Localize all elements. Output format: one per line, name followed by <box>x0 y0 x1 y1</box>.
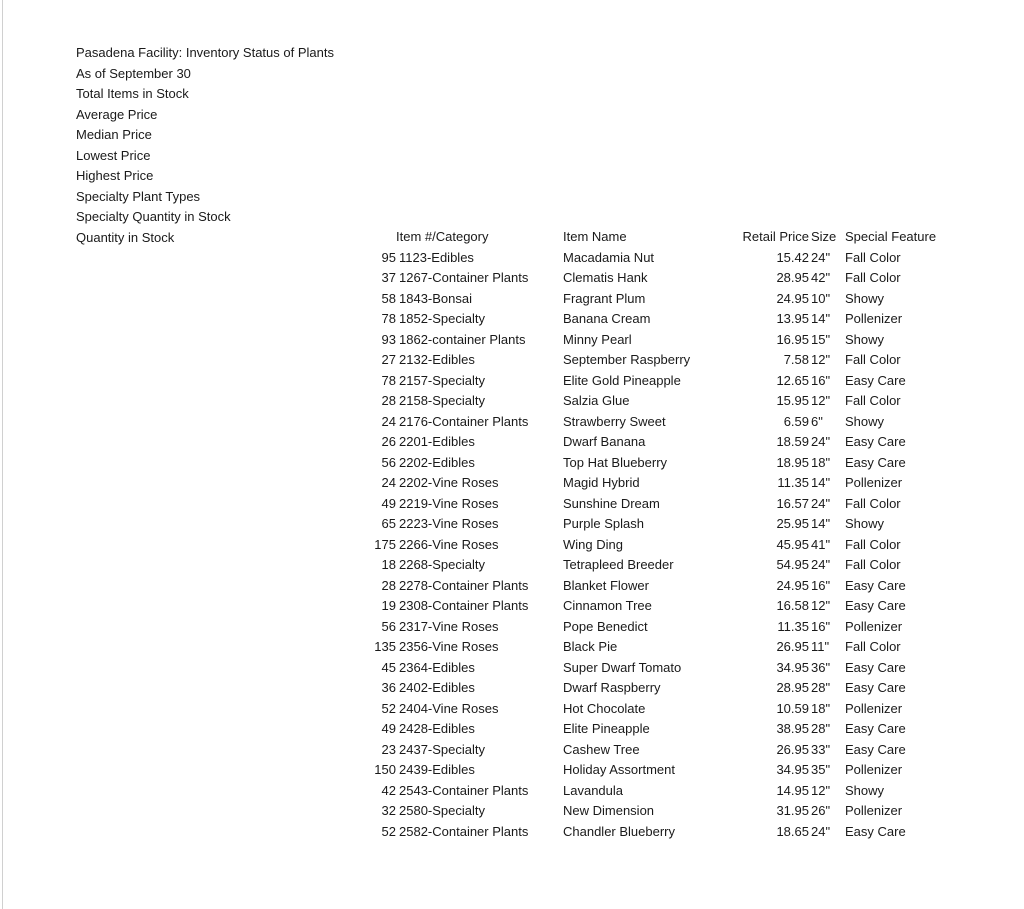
table-row <box>366 514 955 535</box>
cell-item-category: 2158-Specialty <box>399 393 485 408</box>
cell-quantity: 24 <box>381 475 396 490</box>
summary-label-average-price: Average Price <box>76 106 158 122</box>
cell-special-feature: Easy Care <box>845 721 906 736</box>
table-row <box>366 801 955 822</box>
cell-quantity: 135 <box>374 639 396 654</box>
cell-size: 12" <box>811 782 831 798</box>
cell-retail-price: 26.95 <box>776 639 809 654</box>
cell-retail-price: 16.58 <box>776 598 809 613</box>
cell-size: 24" <box>811 434 831 449</box>
cell-retail-price: 15.42 <box>776 249 809 265</box>
cell-item-name: Elite Gold Pineapple <box>563 372 681 388</box>
table-row <box>366 473 955 494</box>
cell-item-name: Fragrant Plum <box>563 290 646 306</box>
cell-quantity: 52 <box>381 823 396 839</box>
cell-quantity: 56 <box>381 618 396 634</box>
cell-special-feature: Fall Color <box>845 393 901 408</box>
header-retail-price: Retail Price <box>742 229 809 244</box>
cell-item-name: Chandler Blueberry <box>563 823 676 839</box>
cell-item-category: 2223-Vine Roses <box>399 516 499 531</box>
cell-item-category: 2543-Container Plants <box>399 782 529 798</box>
cell-size: 24" <box>811 557 831 572</box>
cell-retail-price: 45.95 <box>776 536 809 552</box>
cell-special-feature: Fall Color <box>845 557 901 572</box>
table-header-row <box>366 227 955 248</box>
cell-quantity: 78 <box>381 372 396 388</box>
cell-size: 35" <box>811 762 831 777</box>
cell-size: 12" <box>811 598 831 613</box>
summary-label-lowest-price: Lowest Price <box>76 147 151 163</box>
cell-retail-price: 26.95 <box>776 741 809 757</box>
cell-item-category: 2356-Vine Roses <box>399 639 499 654</box>
cell-quantity: 93 <box>381 331 396 347</box>
cell-item-category: 2219-Vine Roses <box>399 495 499 511</box>
table-row <box>366 248 955 269</box>
cell-retail-price: 28.95 <box>776 270 809 285</box>
cell-quantity: 49 <box>381 495 396 511</box>
cell-retail-price: 34.95 <box>776 762 809 777</box>
cell-special-feature: Pollenizer <box>845 311 903 326</box>
cell-special-feature: Easy Care <box>845 598 906 613</box>
cell-retail-price: 11.35 <box>777 618 809 634</box>
cell-special-feature: Fall Color <box>845 249 901 265</box>
cell-size: 16" <box>811 577 831 593</box>
cell-item-name: Holiday Assortment <box>563 762 675 777</box>
cell-size: 14" <box>811 475 831 490</box>
cell-quantity: 78 <box>381 311 396 326</box>
cell-item-category: 2582-Container Plants <box>399 823 529 839</box>
cell-quantity: 36 <box>381 680 396 695</box>
cell-quantity: 52 <box>381 700 396 716</box>
cell-item-category: 2157-Specialty <box>399 372 485 388</box>
cell-special-feature: Easy Care <box>845 680 906 695</box>
cell-item-name: Cashew Tree <box>563 741 640 757</box>
cell-size: 14" <box>811 516 831 531</box>
cell-special-feature: Easy Care <box>845 823 906 839</box>
cell-special-feature: Easy Care <box>845 434 906 449</box>
cell-retail-price: 24.95 <box>776 290 809 306</box>
table-row <box>366 268 955 289</box>
cell-item-name: Cinnamon Tree <box>563 598 652 613</box>
cell-item-category: 2428-Edibles <box>399 721 475 736</box>
cell-item-name: Salzia Glue <box>563 393 630 408</box>
cell-item-name: Elite Pineapple <box>563 721 650 736</box>
cell-special-feature: Fall Color <box>845 639 901 654</box>
table-row <box>366 494 955 515</box>
cell-item-category: 2308-Container Plants <box>399 598 529 613</box>
cell-size: 24" <box>811 495 831 511</box>
cell-item-name: Macadamia Nut <box>563 249 655 265</box>
cell-size: 16" <box>811 618 831 634</box>
cell-quantity: 58 <box>381 290 396 306</box>
cell-size: 18" <box>811 454 831 470</box>
table-row <box>366 699 955 720</box>
cell-retail-price: 10.59 <box>776 700 809 716</box>
cell-item-category: 2132-Edibles <box>399 352 475 367</box>
cell-item-name: Sunshine Dream <box>563 495 660 511</box>
cell-item-category: 2201-Edibles <box>399 434 475 449</box>
cell-special-feature: Pollenizer <box>845 803 903 818</box>
cell-retail-price: 54.95 <box>776 557 809 572</box>
summary-label-total-items: Total Items in Stock <box>76 86 189 101</box>
table-row <box>366 350 955 371</box>
cell-item-category: 2268-Specialty <box>399 557 485 572</box>
table-row <box>366 330 955 351</box>
cell-special-feature: Showy <box>845 516 885 531</box>
cell-item-category: 2437-Specialty <box>399 741 485 757</box>
cell-item-category: 2202-Vine Roses <box>399 475 499 490</box>
cell-item-category: 2317-Vine Roses <box>399 618 499 634</box>
table-row <box>366 617 955 638</box>
cell-item-name: Super Dwarf Tomato <box>563 659 682 675</box>
page-left-border <box>2 0 3 909</box>
cell-quantity: 28 <box>381 577 396 593</box>
summary-label-highest-price: Highest Price <box>76 168 154 183</box>
cell-quantity: 18 <box>381 557 396 572</box>
cell-item-name: Lavandula <box>563 782 623 798</box>
cell-special-feature: Showy <box>845 290 885 306</box>
cell-quantity: 65 <box>381 516 396 531</box>
cell-retail-price: 11.35 <box>777 475 809 490</box>
table-row <box>366 555 955 576</box>
cell-retail-price: 18.65 <box>776 823 809 839</box>
cell-quantity: 37 <box>381 270 396 285</box>
cell-size: 18" <box>811 700 831 716</box>
cell-retail-price: 7.58 <box>783 352 809 367</box>
cell-size: 36" <box>811 659 831 675</box>
cell-size: 12" <box>811 393 831 408</box>
cell-special-feature: Pollenizer <box>845 618 903 634</box>
cell-item-name: New Dimension <box>563 803 655 818</box>
cell-special-feature: Fall Color <box>845 352 901 367</box>
cell-quantity: 150 <box>374 762 396 777</box>
cell-size: 26" <box>811 803 831 818</box>
cell-item-category: 2176-Container Plants <box>399 413 529 429</box>
cell-item-category: 1843-Bonsai <box>399 290 472 306</box>
cell-item-name: Pope Benedict <box>563 618 648 634</box>
cell-size: 24" <box>811 823 831 839</box>
cell-item-category: 2404-Vine Roses <box>399 700 499 716</box>
cell-retail-price: 13.95 <box>776 311 809 326</box>
table-body <box>366 248 955 843</box>
header-size: Size <box>811 229 837 244</box>
cell-retail-price: 12.65 <box>776 372 809 388</box>
cell-quantity: 26 <box>381 434 396 449</box>
cell-size: 15" <box>811 331 831 347</box>
table-row <box>366 371 955 392</box>
cell-size: 10" <box>811 290 831 306</box>
cell-quantity: 56 <box>381 454 396 470</box>
cell-item-category: 1852-Specialty <box>399 311 485 326</box>
header-item-name: Item Name <box>563 229 627 244</box>
cell-item-category: 2202-Edibles <box>399 454 475 470</box>
cell-retail-price: 24.95 <box>776 577 809 593</box>
report-title: Pasadena Facility: Inventory Status of Plants <box>76 45 334 60</box>
cell-size: 28" <box>811 680 831 695</box>
cell-item-category: 2402-Edibles <box>399 680 475 695</box>
cell-retail-price: 31.95 <box>776 803 809 818</box>
cell-item-name: Clematis Hank <box>563 270 648 285</box>
cell-item-name: Minny Pearl <box>563 331 632 347</box>
cell-item-name: Blanket Flower <box>563 577 649 593</box>
cell-special-feature: Easy Care <box>845 741 906 757</box>
cell-size: 14" <box>811 311 831 326</box>
cell-item-name: Purple Splash <box>563 516 644 531</box>
cell-special-feature: Showy <box>845 413 885 429</box>
cell-retail-price: 14.95 <box>776 782 809 798</box>
cell-quantity: 19 <box>381 598 396 613</box>
cell-size: 41" <box>811 536 831 552</box>
inventory-table <box>366 227 955 842</box>
table-row <box>366 453 955 474</box>
cell-item-name: September Raspberry <box>563 352 691 367</box>
header-item-category: Item #/Category <box>396 229 489 244</box>
cell-item-category: 1862-container Plants <box>399 331 526 347</box>
report-date: As of September 30 <box>76 65 191 81</box>
cell-quantity: 32 <box>381 803 396 818</box>
table-row <box>366 412 955 433</box>
cell-item-category: 2266-Vine Roses <box>399 536 499 552</box>
cell-quantity: 42 <box>381 782 396 798</box>
summary-block <box>76 43 334 248</box>
table-row <box>366 658 955 679</box>
cell-quantity: 27 <box>381 352 396 367</box>
summary-label-specialty-types: Specialty Plant Types <box>76 188 201 204</box>
cell-quantity: 24 <box>381 413 396 429</box>
table-row <box>366 391 955 412</box>
cell-special-feature: Pollenizer <box>845 762 903 777</box>
cell-special-feature: Fall Color <box>845 495 901 511</box>
cell-special-feature: Easy Care <box>845 454 906 470</box>
table-row <box>366 760 955 781</box>
cell-quantity: 95 <box>381 249 396 265</box>
table-row <box>366 576 955 597</box>
cell-item-category: 2580-Specialty <box>399 803 485 818</box>
cell-special-feature: Fall Color <box>845 270 901 285</box>
cell-item-name: Hot Chocolate <box>563 700 646 716</box>
cell-item-name: Dwarf Raspberry <box>563 680 661 695</box>
cell-special-feature: Pollenizer <box>845 700 903 716</box>
cell-retail-price: 38.95 <box>776 721 809 736</box>
cell-size: 12" <box>811 352 831 367</box>
cell-item-name: Magid Hybrid <box>563 475 640 490</box>
cell-item-name: Black Pie <box>563 639 618 654</box>
summary-label-median-price: Median Price <box>76 127 152 142</box>
cell-size: 11" <box>811 639 830 654</box>
cell-special-feature: Easy Care <box>845 659 906 675</box>
summary-label-specialty-quantity: Specialty Quantity in Stock <box>76 209 231 224</box>
header-special-feature: Special Feature <box>845 229 937 244</box>
table-row <box>366 535 955 556</box>
table-row <box>366 289 955 310</box>
cell-size: 24" <box>811 249 831 265</box>
table-row <box>366 678 955 699</box>
cell-item-category: 2364-Edibles <box>399 659 475 675</box>
cell-special-feature: Pollenizer <box>845 475 903 490</box>
cell-retail-price: 18.59 <box>776 434 809 449</box>
cell-special-feature: Showy <box>845 331 885 347</box>
cell-item-category: 1267-Container Plants <box>399 270 529 285</box>
cell-quantity: 175 <box>374 536 396 552</box>
table-row <box>366 822 955 843</box>
cell-retail-price: 16.57 <box>776 495 809 511</box>
cell-special-feature: Fall Color <box>845 536 901 552</box>
cell-retail-price: 25.95 <box>776 516 809 531</box>
cell-quantity: 23 <box>381 741 396 757</box>
cell-retail-price: 15.95 <box>776 393 809 408</box>
cell-quantity: 28 <box>381 393 396 408</box>
cell-special-feature: Showy <box>845 782 885 798</box>
cell-special-feature: Easy Care <box>845 372 906 388</box>
cell-quantity: 49 <box>381 721 396 736</box>
cell-size: 6" <box>811 413 823 429</box>
table-row <box>366 781 955 802</box>
cell-retail-price: 18.95 <box>776 454 809 470</box>
cell-item-category: 1123-Edibles <box>399 249 474 265</box>
cell-size: 16" <box>811 372 831 388</box>
cell-size: 42" <box>811 270 831 285</box>
table-row <box>366 637 955 658</box>
table-row <box>366 596 955 617</box>
table-row <box>366 432 955 453</box>
cell-item-category: 2278-Container Plants <box>399 577 529 593</box>
cell-size: 33" <box>811 741 831 757</box>
table-row <box>366 309 955 330</box>
cell-item-name: Banana Cream <box>563 311 651 326</box>
table-row <box>366 740 955 761</box>
cell-item-name: Top Hat Blueberry <box>563 454 668 470</box>
cell-quantity: 45 <box>381 659 396 675</box>
cell-item-name: Strawberry Sweet <box>563 413 666 429</box>
cell-size: 28" <box>811 721 831 736</box>
cell-retail-price: 28.95 <box>776 680 809 695</box>
cell-special-feature: Easy Care <box>845 577 906 593</box>
cell-retail-price: 16.95 <box>776 331 809 347</box>
table-row <box>366 719 955 740</box>
cell-item-name: Dwarf Banana <box>563 434 646 449</box>
summary-label-quantity-in-stock: Quantity in Stock <box>76 229 175 245</box>
cell-retail-price: 34.95 <box>776 659 809 675</box>
cell-item-category: 2439-Edibles <box>399 762 475 777</box>
cell-item-name: Wing Ding <box>563 536 623 552</box>
cell-retail-price: 6.59 <box>783 413 809 429</box>
cell-item-name: Tetrapleed Breeder <box>563 557 674 572</box>
